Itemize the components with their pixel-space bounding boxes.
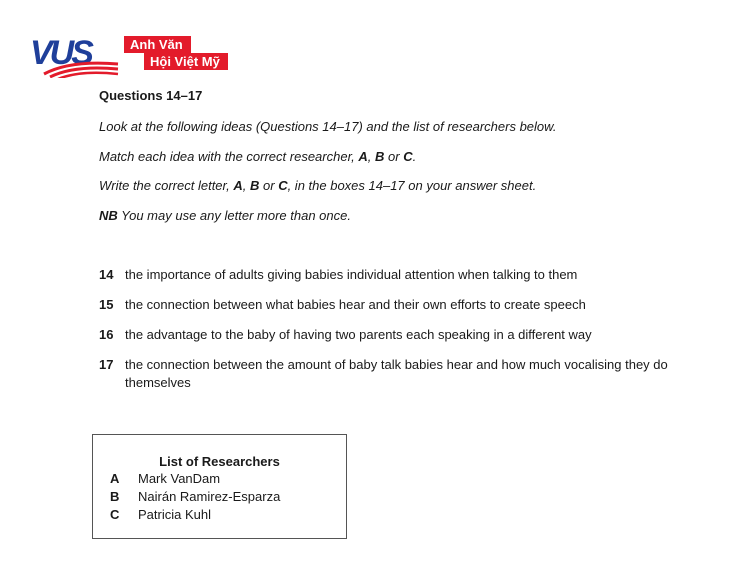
question-item xyxy=(99,296,679,314)
researcher-item xyxy=(110,471,220,486)
researcher-letter: C xyxy=(110,507,120,522)
section-heading: Questions 14–17 xyxy=(99,88,203,103)
question-number: 17 xyxy=(99,357,114,372)
option-letter: C xyxy=(278,178,288,193)
instruction-text: Write the correct letter, xyxy=(99,178,234,193)
researcher-name: Mark VanDam xyxy=(138,471,221,486)
question-text: the advantage to the baby of having two parents each speaking in a different way xyxy=(125,327,592,342)
vus-logo-icon xyxy=(30,34,122,78)
instruction-line-1: Look at the following ideas (Questions 14–17) and the list of researchers below. xyxy=(99,119,557,134)
option-letter: B xyxy=(250,178,260,193)
option-letter: A xyxy=(233,178,243,193)
instruction-text: . xyxy=(412,149,417,164)
separator: or xyxy=(384,149,404,164)
question-number: 16 xyxy=(99,327,114,342)
option-letter: B xyxy=(375,149,385,164)
instruction-line-3 xyxy=(99,178,536,193)
researcher-name: Nairán Ramirez-Esparza xyxy=(138,489,281,504)
instruction-text: Match each idea with the correct researcher, xyxy=(99,149,359,164)
instruction-line-4 xyxy=(99,208,351,223)
question-number: 14 xyxy=(99,267,114,282)
researcher-name: Patricia Kuhl xyxy=(138,507,211,522)
researchers-list-box xyxy=(92,434,347,539)
instruction-text: , in the boxes 14–17 on your answer sheet. xyxy=(287,178,537,193)
question-item xyxy=(99,266,679,284)
logo-text-line2: Hội Việt Mỹ xyxy=(144,53,228,70)
vus-logo xyxy=(30,34,250,80)
researcher-item xyxy=(110,489,280,504)
separator: , xyxy=(367,149,376,164)
question-text: the connection between the amount of baby talk babies hear and how much vocalising they do themselves xyxy=(125,357,668,390)
logo-text-line1: Anh Văn xyxy=(124,36,191,53)
svg-text:VUS: VUS xyxy=(30,34,91,72)
option-letter: A xyxy=(358,149,368,164)
question-item xyxy=(99,356,679,392)
instruction-text: You may use any letter more than once. xyxy=(117,208,351,223)
researcher-letter: B xyxy=(110,489,120,504)
question-number: 15 xyxy=(99,297,114,312)
separator: , xyxy=(242,178,250,193)
separator: or xyxy=(259,178,279,193)
question-item xyxy=(99,326,679,344)
option-letter: C xyxy=(403,149,413,164)
nb-label: NB xyxy=(99,208,118,223)
question-text: the importance of adults giving babies individual attention when talking to them xyxy=(125,267,578,282)
question-text: the connection between what babies hear and their own efforts to create speech xyxy=(125,297,586,312)
researcher-letter: A xyxy=(110,471,120,486)
researchers-list-title: List of Researchers xyxy=(159,454,280,469)
instruction-line-2 xyxy=(99,149,416,164)
researcher-item xyxy=(110,507,211,522)
